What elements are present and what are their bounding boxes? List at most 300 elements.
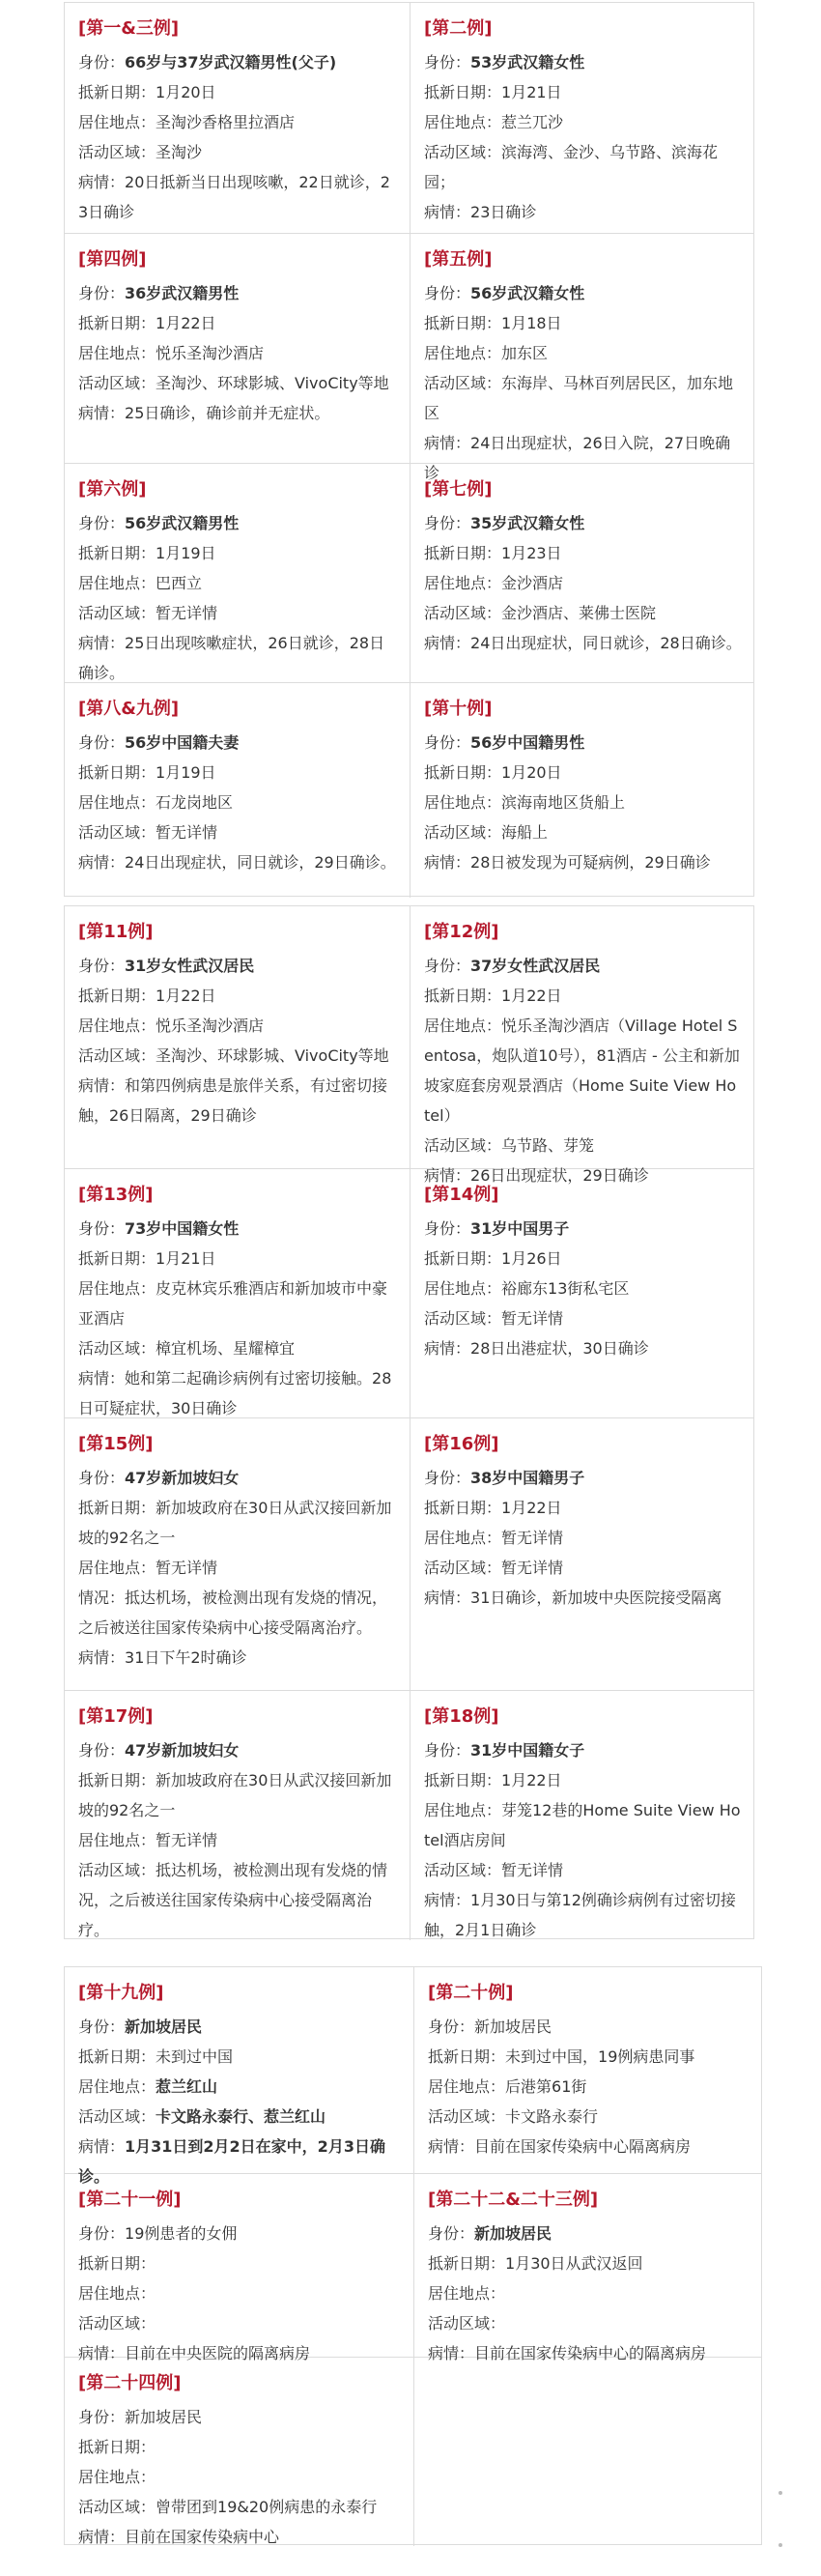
case-title: [第十例] bbox=[424, 699, 493, 719]
field-label: 活动区域： bbox=[424, 823, 502, 842]
field-value: 新加坡居民 bbox=[474, 2018, 552, 2036]
case-field bbox=[428, 2308, 750, 2338]
field-value: 暂无详情 bbox=[156, 1831, 218, 1849]
case-table bbox=[64, 905, 754, 1939]
field-label: 活动区域： bbox=[424, 143, 502, 161]
case-card bbox=[410, 1418, 753, 1691]
field-value: 目前在国家传染病中心的隔离病房 bbox=[474, 2344, 707, 2362]
case-field bbox=[78, 1333, 398, 1363]
field-label: 病情： bbox=[424, 1166, 471, 1185]
case-field bbox=[424, 1885, 742, 1945]
field-label: 居住地点： bbox=[424, 574, 502, 592]
field-label: 抵新日期： bbox=[78, 1499, 156, 1517]
case-field bbox=[78, 728, 398, 758]
field-value: 24日出现症状，同日就诊，29日确诊。 bbox=[125, 853, 396, 872]
case-title: [第18例] bbox=[424, 1706, 499, 1727]
field-value: 新加坡居民 bbox=[125, 2408, 203, 2426]
field-value: 抵达机场，被检测出现有发烧的情况，之后被送往国家传染病中心接受隔离治疗。 bbox=[78, 1589, 388, 1637]
field-value: 滨海南地区货船上 bbox=[501, 793, 626, 812]
case-card bbox=[410, 464, 753, 683]
field-value: 31日下午2时确诊 bbox=[125, 1648, 247, 1667]
field-value: 66岁与37岁武汉籍男性(父子) bbox=[125, 53, 337, 72]
case-field bbox=[424, 1583, 742, 1613]
field-label: 病情： bbox=[78, 2137, 126, 2156]
field-value: 20日抵新当日出现咳嗽，22日就诊，23日确诊 bbox=[78, 173, 390, 221]
case-field bbox=[78, 598, 398, 628]
case-field bbox=[424, 107, 742, 137]
case-card bbox=[410, 1691, 753, 1940]
field-value: 加东区 bbox=[501, 344, 549, 362]
case-title: [第16例] bbox=[424, 1434, 499, 1454]
field-label: 病情： bbox=[78, 853, 126, 872]
case-card bbox=[65, 1967, 414, 2186]
field-label: 居住地点： bbox=[78, 1559, 156, 1577]
field-value: 乌节路、芽笼 bbox=[501, 1136, 595, 1155]
field-value: 25日出现咳嗽症状，26日就诊，28日确诊。 bbox=[78, 634, 385, 682]
field-label: 抵新日期： bbox=[78, 987, 156, 1005]
field-label: 身份： bbox=[78, 514, 126, 532]
case-field bbox=[78, 398, 398, 428]
case-field bbox=[78, 2278, 402, 2308]
field-value: 56岁中国籍男性 bbox=[470, 733, 585, 752]
case-title: [第四例] bbox=[78, 249, 147, 270]
field-label: 身份： bbox=[424, 1469, 471, 1487]
margin-dot bbox=[779, 2491, 782, 2495]
case-title: [第二十二&二十三例] bbox=[428, 2190, 599, 2210]
case-field bbox=[78, 2402, 402, 2432]
case-field bbox=[428, 2218, 750, 2248]
case-field bbox=[78, 2462, 402, 2492]
case-field bbox=[78, 817, 398, 847]
field-value: 目前在中央医院的隔离病房 bbox=[125, 2344, 311, 2362]
field-value: 暂无详情 bbox=[156, 604, 218, 622]
field-value: 1月23日 bbox=[501, 544, 562, 562]
field-label: 身份： bbox=[78, 284, 126, 302]
field-label: 活动区域： bbox=[78, 1861, 156, 1879]
field-value: 暂无详情 bbox=[501, 1309, 564, 1328]
case-field bbox=[78, 847, 398, 877]
case-field bbox=[78, 368, 398, 398]
case-field bbox=[424, 47, 742, 77]
field-label: 活动区域： bbox=[424, 604, 502, 622]
case-field bbox=[78, 1011, 398, 1041]
field-value: 1月31日到2月2日在家中，2月3日确诊。 bbox=[78, 2137, 385, 2186]
field-label: 抵新日期： bbox=[78, 314, 156, 332]
case-field bbox=[424, 278, 742, 308]
case-field bbox=[78, 1493, 398, 1553]
field-label: 身份： bbox=[424, 514, 471, 532]
case-field bbox=[78, 2042, 402, 2072]
field-value: 26日出现症状，29日确诊 bbox=[470, 1166, 649, 1185]
field-label: 抵新日期： bbox=[424, 987, 502, 1005]
case-field bbox=[78, 1735, 398, 1765]
case-card bbox=[410, 3, 753, 234]
field-label: 抵新日期： bbox=[78, 1771, 156, 1789]
field-label: 病情： bbox=[78, 1076, 126, 1095]
case-field bbox=[78, 1643, 398, 1673]
field-value: 未到过中国 bbox=[156, 2047, 234, 2066]
field-label: 活动区域： bbox=[78, 604, 156, 622]
field-label: 病情： bbox=[424, 434, 471, 452]
case-card bbox=[410, 906, 753, 1185]
case-field bbox=[78, 538, 398, 568]
field-value: 新加坡居民 bbox=[474, 2224, 552, 2243]
field-value: 36岁武汉籍男性 bbox=[125, 284, 240, 302]
case-field bbox=[424, 1795, 742, 1855]
margin-dot bbox=[779, 2543, 782, 2547]
case-field bbox=[424, 1274, 742, 1303]
field-value: 38岁中国籍男子 bbox=[470, 1469, 585, 1487]
case-field bbox=[424, 308, 742, 338]
case-field bbox=[424, 137, 742, 197]
case-table bbox=[64, 2, 754, 897]
field-value: 24日出现症状，26日入院，27日晚确诊 bbox=[424, 434, 731, 482]
field-value: 56岁武汉籍女性 bbox=[470, 284, 585, 302]
field-value: 28日被发现为可疑病例，29日确诊 bbox=[470, 853, 711, 872]
case-field bbox=[78, 1825, 398, 1855]
case-title: [第六例] bbox=[78, 479, 147, 500]
field-value: 1月30日与第12例确诊病例有过密切接触，2月1日确诊 bbox=[424, 1891, 736, 1939]
case-field bbox=[78, 628, 398, 688]
field-label: 居住地点： bbox=[424, 1279, 502, 1298]
field-value: 东海岸、马林百列居民区，加东地区 bbox=[424, 374, 734, 422]
field-value: 石龙岗地区 bbox=[156, 793, 234, 812]
field-label: 活动区域： bbox=[428, 2314, 506, 2333]
field-value: 未到过中国，19例病患同事 bbox=[505, 2047, 695, 2066]
case-field bbox=[424, 1523, 742, 1553]
field-value: 新加坡政府在30日从武汉接回新加坡的92名之一 bbox=[78, 1499, 392, 1547]
field-value: 56岁中国籍夫妻 bbox=[125, 733, 240, 752]
field-value: 1月22日 bbox=[501, 1499, 562, 1517]
field-value: 金沙酒店 bbox=[501, 574, 564, 592]
case-field bbox=[78, 1274, 398, 1333]
field-label: 病情： bbox=[78, 1648, 126, 1667]
case-field bbox=[424, 951, 742, 981]
field-label: 身份： bbox=[78, 2018, 126, 2036]
field-value: 1月30日从武汉返回 bbox=[505, 2254, 643, 2273]
field-label: 活动区域： bbox=[78, 2498, 156, 2516]
case-field bbox=[78, 1583, 398, 1643]
field-value: 1月21日 bbox=[501, 83, 562, 101]
case-field bbox=[78, 2218, 402, 2248]
field-value: 后港第61街 bbox=[505, 2077, 587, 2096]
case-title: [第11例] bbox=[78, 922, 154, 942]
case-field bbox=[424, 981, 742, 1011]
case-title: [第二十一例] bbox=[78, 2190, 182, 2210]
case-field bbox=[78, 1855, 398, 1945]
case-field bbox=[424, 758, 742, 787]
field-value: 1月20日 bbox=[501, 763, 562, 782]
case-card bbox=[65, 906, 410, 1169]
case-field bbox=[424, 1463, 742, 1493]
field-value: 巴西立 bbox=[156, 574, 203, 592]
field-value: 47岁新加坡妇女 bbox=[125, 1469, 240, 1487]
case-field bbox=[428, 2278, 750, 2308]
case-field bbox=[428, 2012, 750, 2042]
case-card bbox=[410, 1169, 753, 1418]
field-label: 情况： bbox=[78, 1589, 126, 1607]
field-value: 芽笼12巷的Home Suite View Hotel酒店房间 bbox=[424, 1801, 741, 1849]
case-field bbox=[424, 368, 742, 428]
field-label: 活动区域： bbox=[78, 2314, 156, 2333]
case-field bbox=[78, 2492, 402, 2522]
case-field bbox=[424, 508, 742, 538]
field-label: 居住地点： bbox=[424, 1801, 502, 1819]
case-card bbox=[65, 1691, 410, 1940]
field-label: 居住地点： bbox=[78, 1279, 156, 1298]
field-label: 身份： bbox=[424, 284, 471, 302]
case-title: [第14例] bbox=[424, 1185, 499, 1205]
field-value: 海船上 bbox=[501, 823, 549, 842]
field-value: 23日确诊 bbox=[470, 203, 537, 221]
case-field bbox=[78, 1463, 398, 1493]
field-label: 活动区域： bbox=[78, 1339, 156, 1358]
case-field bbox=[424, 1735, 742, 1765]
case-field bbox=[78, 2308, 402, 2338]
field-value: 圣淘沙、环球影城、VivoCity等地 bbox=[156, 1046, 389, 1065]
field-value: 滨海湾、金沙、乌节路、滨海花园； bbox=[424, 143, 719, 191]
case-card bbox=[410, 234, 753, 482]
field-value: 圣淘沙 bbox=[156, 143, 203, 161]
field-value: 28日出港症状，30日确诊 bbox=[470, 1339, 649, 1358]
field-value: 皮克林宾乐雅酒店和新加坡市中豪亚酒店 bbox=[78, 1279, 388, 1328]
field-value: 暂无详情 bbox=[156, 823, 218, 842]
case-field bbox=[78, 2102, 402, 2132]
case-field bbox=[78, 1765, 398, 1825]
case-card bbox=[65, 683, 410, 898]
field-label: 活动区域： bbox=[78, 823, 156, 842]
case-field bbox=[424, 787, 742, 817]
case-field bbox=[78, 758, 398, 787]
field-label: 抵新日期： bbox=[428, 2254, 506, 2273]
field-label: 病情： bbox=[428, 2137, 475, 2156]
case-field bbox=[424, 728, 742, 758]
field-label: 病情： bbox=[424, 203, 471, 221]
field-value: 樟宜机场、星耀樟宜 bbox=[156, 1339, 296, 1358]
field-value: 25日确诊，确诊前并无症状。 bbox=[125, 404, 330, 422]
case-field bbox=[78, 2248, 402, 2278]
field-value: 她和第二起确诊病例有过密切接触。28日可疑症状，30日确诊 bbox=[78, 1369, 392, 1417]
field-label: 抵新日期： bbox=[424, 83, 502, 101]
case-field bbox=[424, 568, 742, 598]
case-field bbox=[78, 981, 398, 1011]
field-label: 活动区域： bbox=[424, 374, 502, 392]
field-value: 目前在国家传染病中心隔离病房 bbox=[474, 2137, 692, 2156]
field-value: 1月19日 bbox=[156, 544, 216, 562]
field-value: 73岁中国籍女性 bbox=[125, 1219, 240, 1238]
case-card bbox=[65, 2174, 414, 2362]
field-label: 居住地点： bbox=[78, 793, 156, 812]
field-label: 身份： bbox=[78, 2224, 126, 2243]
case-field bbox=[424, 1011, 742, 1131]
field-label: 活动区域： bbox=[424, 1559, 502, 1577]
case-field bbox=[424, 338, 742, 368]
field-value: 31日确诊，新加坡中央医院接受隔离 bbox=[470, 1589, 722, 1607]
case-field bbox=[78, 1214, 398, 1244]
field-value: 1月26日 bbox=[501, 1249, 562, 1268]
field-label: 病情： bbox=[424, 1589, 471, 1607]
field-label: 抵新日期： bbox=[424, 1499, 502, 1517]
field-value: 悦乐圣淘沙酒店 bbox=[156, 1016, 265, 1035]
field-value: 1月18日 bbox=[501, 314, 562, 332]
case-field bbox=[424, 77, 742, 107]
field-value: 35岁武汉籍女性 bbox=[470, 514, 585, 532]
case-title: [第十九例] bbox=[78, 1983, 164, 2003]
field-value: 19例患者的女佣 bbox=[125, 2224, 238, 2243]
field-value: 曾带团到19&20例病患的永泰行 bbox=[156, 2498, 378, 2516]
field-label: 居住地点： bbox=[424, 793, 502, 812]
field-value: 56岁武汉籍男性 bbox=[125, 514, 240, 532]
case-field bbox=[78, 47, 398, 77]
case-field bbox=[78, 1363, 398, 1423]
case-title: [第一&三例] bbox=[78, 18, 180, 39]
field-label: 身份： bbox=[424, 1219, 471, 1238]
field-value: 53岁武汉籍女性 bbox=[470, 53, 585, 72]
field-label: 居住地点： bbox=[424, 1529, 502, 1547]
field-label: 居住地点： bbox=[78, 574, 156, 592]
case-field bbox=[78, 1041, 398, 1071]
field-label: 居住地点： bbox=[78, 1831, 156, 1849]
field-label: 病情： bbox=[78, 2344, 126, 2362]
field-label: 居住地点： bbox=[428, 2284, 506, 2303]
field-label: 身份： bbox=[424, 1741, 471, 1760]
case-title: [第12例] bbox=[424, 922, 499, 942]
field-value: 圣淘沙、环球影城、VivoCity等地 bbox=[156, 374, 389, 392]
case-card bbox=[65, 2358, 414, 2546]
case-field bbox=[428, 2072, 750, 2102]
case-field bbox=[78, 2012, 402, 2042]
field-label: 活动区域： bbox=[78, 143, 156, 161]
field-label: 抵新日期： bbox=[78, 544, 156, 562]
case-field bbox=[78, 107, 398, 137]
field-value: 圣淘沙香格里拉酒店 bbox=[156, 113, 296, 131]
field-label: 病情： bbox=[78, 1369, 126, 1388]
field-label: 身份： bbox=[428, 2018, 475, 2036]
field-label: 病情： bbox=[428, 2344, 475, 2362]
field-label: 身份： bbox=[424, 733, 471, 752]
case-field bbox=[78, 137, 398, 167]
field-value: 金沙酒店、莱佛士医院 bbox=[501, 604, 657, 622]
case-field bbox=[78, 508, 398, 538]
field-value: 1月22日 bbox=[156, 314, 216, 332]
case-field bbox=[78, 2432, 402, 2462]
field-label: 居住地点： bbox=[424, 344, 502, 362]
case-card bbox=[414, 1967, 761, 2174]
case-card bbox=[65, 1418, 410, 1691]
field-label: 居住地点： bbox=[424, 113, 502, 131]
field-label: 抵新日期： bbox=[78, 2047, 156, 2066]
field-label: 病情： bbox=[78, 404, 126, 422]
field-label: 身份： bbox=[78, 957, 126, 975]
field-label: 病情： bbox=[424, 634, 471, 652]
case-field bbox=[428, 2102, 750, 2132]
case-field bbox=[428, 2132, 750, 2161]
case-title: [第15例] bbox=[78, 1434, 154, 1454]
field-value: 47岁新加坡妇女 bbox=[125, 1741, 240, 1760]
field-label: 活动区域： bbox=[424, 1136, 502, 1155]
field-value: 24日出现症状，同日就诊，28日确诊。 bbox=[470, 634, 742, 652]
case-field bbox=[78, 338, 398, 368]
case-field bbox=[424, 1493, 742, 1523]
field-label: 活动区域： bbox=[78, 374, 156, 392]
field-value: 暂无详情 bbox=[156, 1559, 218, 1577]
case-title: [第八&九例] bbox=[78, 699, 180, 719]
field-label: 活动区域： bbox=[428, 2107, 506, 2126]
field-value: 1月21日 bbox=[156, 1249, 216, 1268]
case-field bbox=[424, 1214, 742, 1244]
case-table bbox=[64, 1966, 762, 2545]
field-value: 暂无详情 bbox=[501, 1559, 564, 1577]
field-value: 裕廊东13街私宅区 bbox=[501, 1279, 630, 1298]
case-field bbox=[424, 1765, 742, 1795]
case-field bbox=[424, 847, 742, 877]
field-label: 身份： bbox=[428, 2224, 475, 2243]
field-value: 惹兰兀沙 bbox=[501, 113, 564, 131]
field-label: 病情： bbox=[78, 2528, 126, 2546]
field-label: 抵新日期： bbox=[424, 1249, 502, 1268]
field-value: 惹兰红山 bbox=[156, 2077, 218, 2096]
case-card bbox=[65, 1169, 410, 1418]
field-label: 居住地点： bbox=[78, 2284, 156, 2303]
field-value: 卡文路永泰行 bbox=[505, 2107, 599, 2126]
field-label: 活动区域： bbox=[78, 2107, 156, 2126]
case-title: [第五例] bbox=[424, 249, 493, 270]
field-label: 抵新日期： bbox=[424, 544, 502, 562]
case-card bbox=[410, 683, 753, 898]
field-value: 卡文路永泰行、惹兰红山 bbox=[156, 2107, 326, 2126]
field-label: 身份： bbox=[78, 1219, 126, 1238]
field-value: 暂无详情 bbox=[501, 1861, 564, 1879]
case-field bbox=[78, 77, 398, 107]
field-value: 新加坡居民 bbox=[125, 2018, 203, 2036]
case-title: [第七例] bbox=[424, 479, 493, 500]
case-field bbox=[78, 2072, 402, 2102]
field-label: 身份： bbox=[78, 1469, 126, 1487]
case-title: [第13例] bbox=[78, 1185, 154, 1205]
field-label: 居住地点： bbox=[78, 2468, 156, 2486]
case-field bbox=[428, 2248, 750, 2278]
case-field bbox=[78, 2522, 402, 2552]
case-field bbox=[424, 1244, 742, 1274]
field-label: 身份： bbox=[424, 53, 471, 72]
field-value: 1月22日 bbox=[501, 987, 562, 1005]
case-field bbox=[78, 951, 398, 981]
field-value: 1月22日 bbox=[501, 1771, 562, 1789]
field-label: 活动区域： bbox=[78, 1046, 156, 1065]
field-label: 病情： bbox=[78, 173, 126, 191]
case-field bbox=[424, 1553, 742, 1583]
case-field bbox=[424, 1855, 742, 1885]
case-card bbox=[65, 464, 410, 683]
field-label: 活动区域： bbox=[424, 1309, 502, 1328]
field-value: 1月20日 bbox=[156, 83, 216, 101]
case-title: [第二十四例] bbox=[78, 2373, 182, 2393]
field-label: 居住地点： bbox=[78, 1016, 156, 1035]
field-value: 31岁中国男子 bbox=[470, 1219, 570, 1238]
field-value: 悦乐圣淘沙酒店 bbox=[156, 344, 265, 362]
field-value: 和第四例病患是旅伴关系，有过密切接触，26日隔离，29日确诊 bbox=[78, 1076, 388, 1125]
case-field bbox=[424, 1131, 742, 1160]
field-label: 病情： bbox=[424, 1891, 471, 1909]
field-label: 病情： bbox=[78, 634, 126, 652]
case-field bbox=[78, 787, 398, 817]
case-field bbox=[78, 1071, 398, 1131]
field-label: 居住地点： bbox=[428, 2077, 506, 2096]
field-label: 居住地点： bbox=[78, 113, 156, 131]
field-label: 身份： bbox=[424, 957, 471, 975]
field-label: 身份： bbox=[78, 733, 126, 752]
field-label: 抵新日期： bbox=[424, 1771, 502, 1789]
